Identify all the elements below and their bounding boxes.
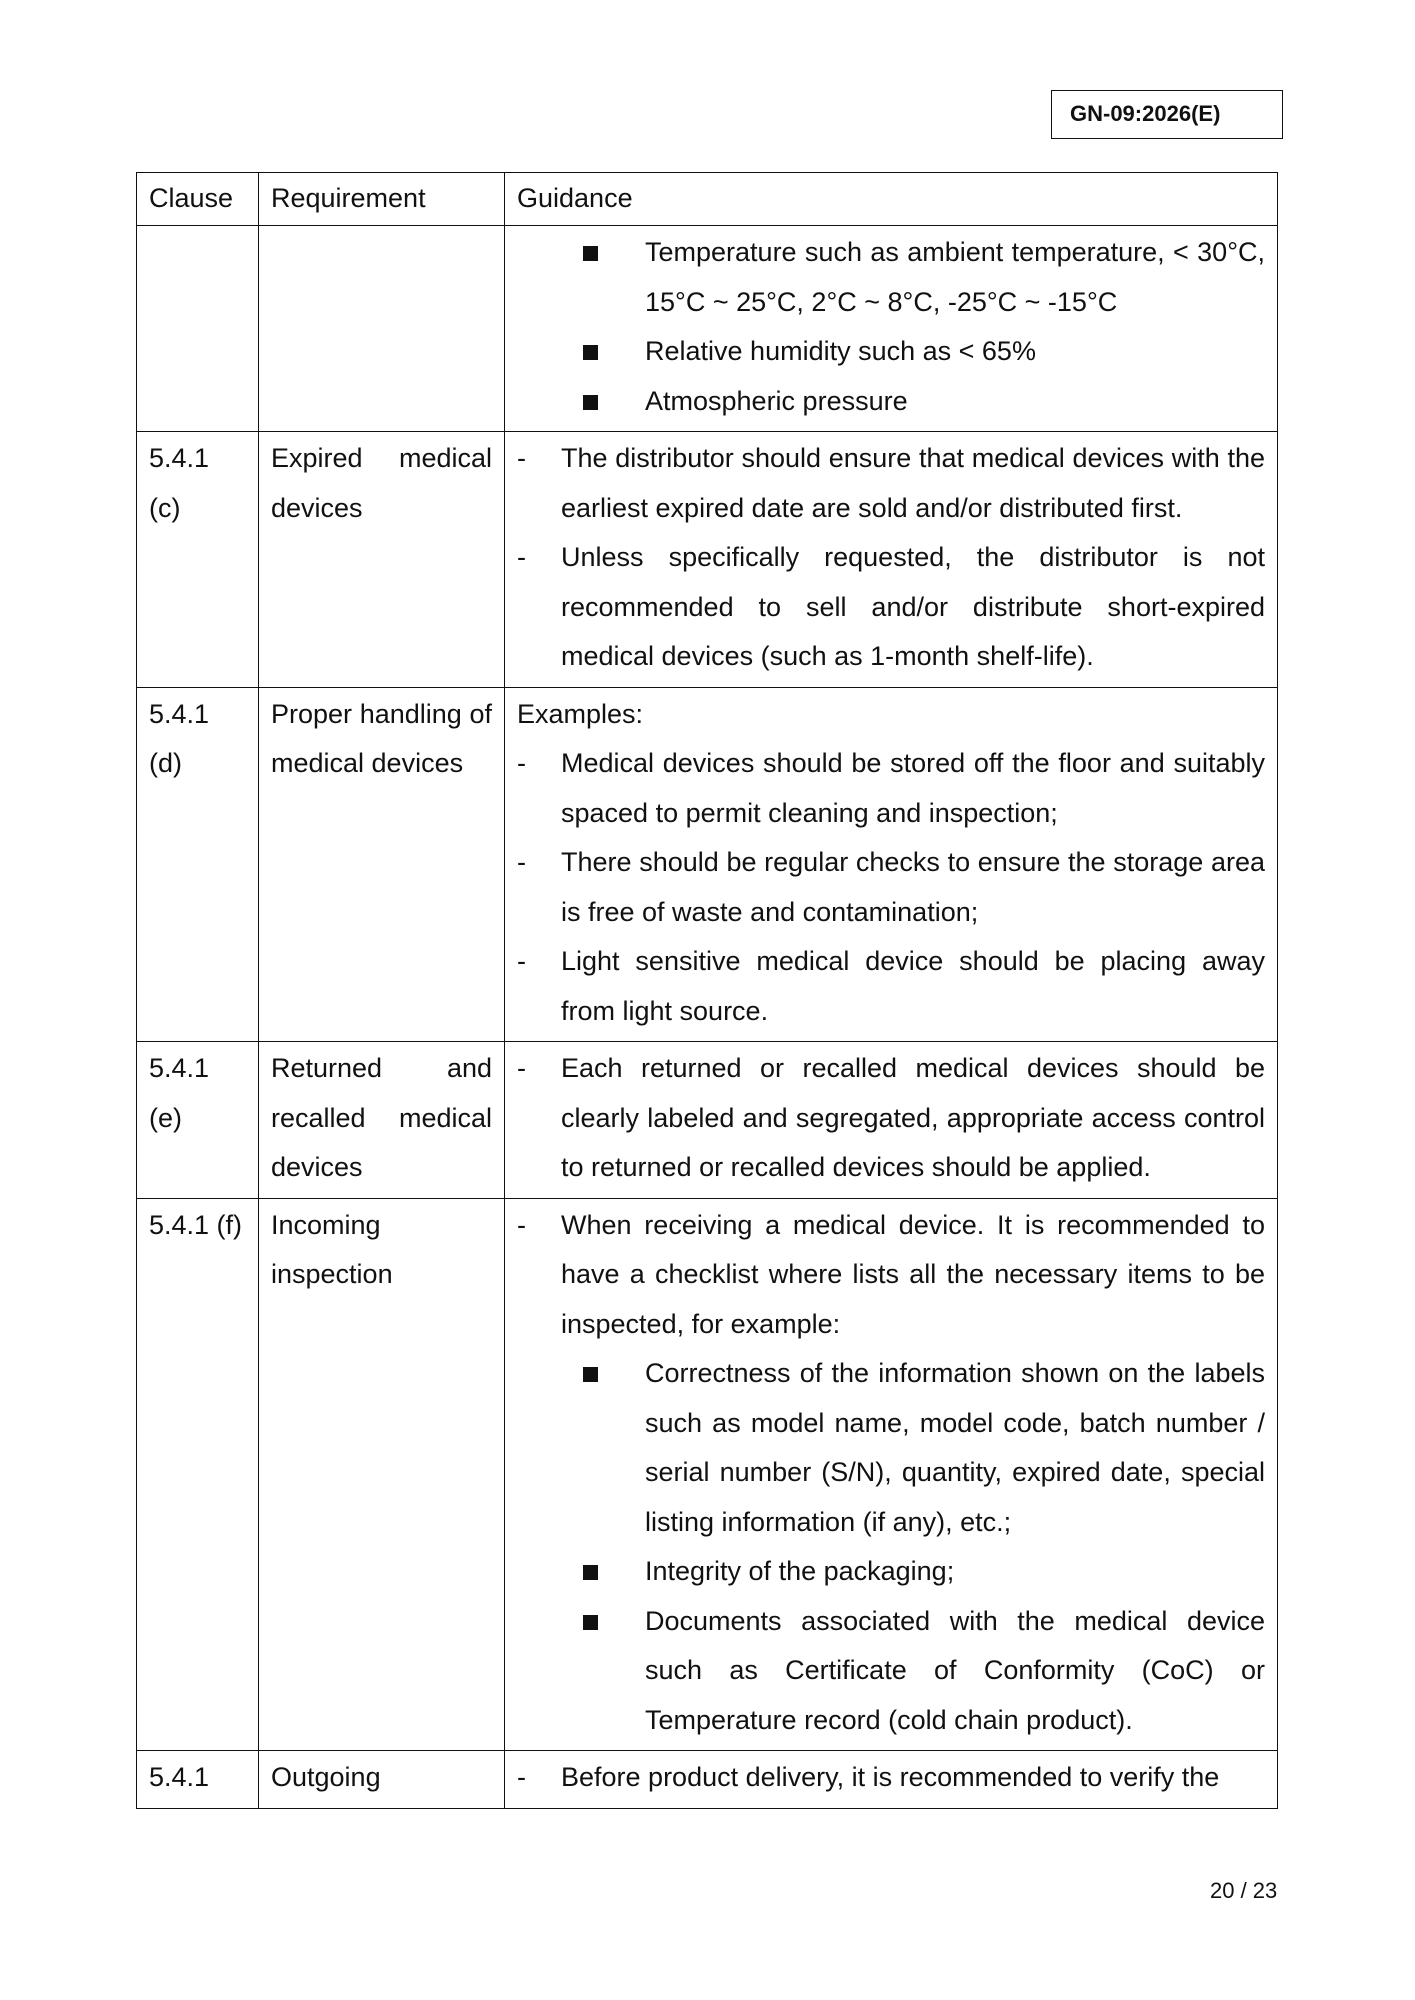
- clause-cell: 5.4.1 (e): [137, 1042, 259, 1199]
- requirement-cell: Outgoing: [259, 1751, 505, 1809]
- table-row: [137, 226, 1278, 432]
- guidance-cell: [505, 432, 1278, 688]
- clause-cell: 5.4.1 (f): [137, 1198, 259, 1751]
- guidance-cell: [505, 1751, 1278, 1809]
- guidance-bullet: [517, 377, 1265, 427]
- requirement-cell: Incoming inspection: [259, 1198, 505, 1751]
- guidance-intro: Examples:: [517, 698, 644, 729]
- requirement-cell: Proper handling of medical devices: [259, 687, 505, 1042]
- guidance-bullet: [517, 327, 1265, 377]
- table-header-row: [137, 173, 1278, 226]
- requirement-cell: Expired medical devices: [259, 432, 505, 688]
- column-header-clause: Clause: [137, 173, 259, 226]
- guidance-text: Relative humidity such as < 65%: [645, 336, 1036, 366]
- clause-cell: 5.4.1 (c): [137, 432, 259, 688]
- requirement-cell: Returned and recalled medical devices: [259, 1042, 505, 1199]
- requirement-cell: [259, 226, 505, 432]
- guidance-bullet: [517, 1349, 1265, 1547]
- guidance-item: - Light sensitive medical device should be placing away from light source.: [517, 937, 1265, 1036]
- square-bullet-icon: [583, 395, 598, 410]
- guidance-item: - Unless specifically requested, the distributor is not recommended to sell and/or distribute short-expired medical devices (such as 1-month shelf-life).: [517, 533, 1265, 682]
- table-row: [137, 1751, 1278, 1809]
- square-bullet-icon: [583, 246, 598, 261]
- document-code: GN-09:2026(E): [1051, 90, 1283, 139]
- square-bullet-icon: [583, 1565, 598, 1580]
- square-bullet-icon: [583, 1367, 598, 1382]
- clause-cell: [137, 226, 259, 432]
- guidance-cell: [505, 687, 1278, 1042]
- column-header-requirement: Requirement: [259, 173, 505, 226]
- guidance-cell: [505, 1198, 1278, 1751]
- guidance-item: - When receiving a medical device. It is recommended to have a checklist where lists all the necessary items to be inspected, for example:: [517, 1201, 1265, 1350]
- guidance-text: Atmospheric pressure: [645, 385, 908, 416]
- clause-cell: 5.4.1 (d): [137, 687, 259, 1042]
- guidance-bullet: [517, 1547, 1265, 1597]
- guidance-cell: [505, 1042, 1278, 1199]
- table-row: [137, 432, 1278, 688]
- guidance-item: - The distributor should ensure that medical devices with the earliest expired date are sold and/or distributed first.: [517, 434, 1265, 533]
- guidance-text: Integrity of the packaging;: [645, 1556, 955, 1586]
- guidance-item: - There should be regular checks to ensure the storage area is free of waste and contamination;: [517, 838, 1265, 937]
- guidance-cell: [505, 226, 1278, 432]
- table-row: [137, 1042, 1278, 1199]
- column-header-guidance: Guidance: [505, 173, 1278, 226]
- guidance-bullet: [517, 1597, 1265, 1746]
- clause-cell: 5.4.1: [137, 1751, 259, 1809]
- guidance-table: [136, 172, 1278, 1809]
- guidance-item: - Before product delivery, it is recommended to verify the: [517, 1753, 1265, 1803]
- guidance-bullet: [517, 228, 1265, 327]
- guidance-text: Documents associated with the medical device such as Certificate of Conformity (CoC) or Temperature record (cold chain product).: [645, 1605, 1265, 1735]
- table-row: [137, 1198, 1278, 1751]
- guidance-item: - Each returned or recalled medical devices should be clearly labeled and segregated, appropriate access control to returned or recalled devices should be applied.: [517, 1044, 1265, 1193]
- guidance-text: Temperature such as ambient temperature, < 30°C, 15°C ~ 25°C, 2°C ~ 8°C, -25°C ~ -15°C: [645, 237, 1265, 317]
- guidance-item: - Medical devices should be stored off the floor and suitably spaced to permit cleaning and inspection;: [517, 739, 1265, 838]
- table-row: [137, 687, 1278, 1042]
- page-number: 20 / 23: [1210, 1878, 1278, 1903]
- square-bullet-icon: [583, 1615, 598, 1630]
- square-bullet-icon: [583, 345, 598, 360]
- guidance-text: Correctness of the information shown on the labels such as model name, model code, batch number / serial number (S/N), quantity, expired date, special listing information (if any), etc.;: [645, 1358, 1265, 1537]
